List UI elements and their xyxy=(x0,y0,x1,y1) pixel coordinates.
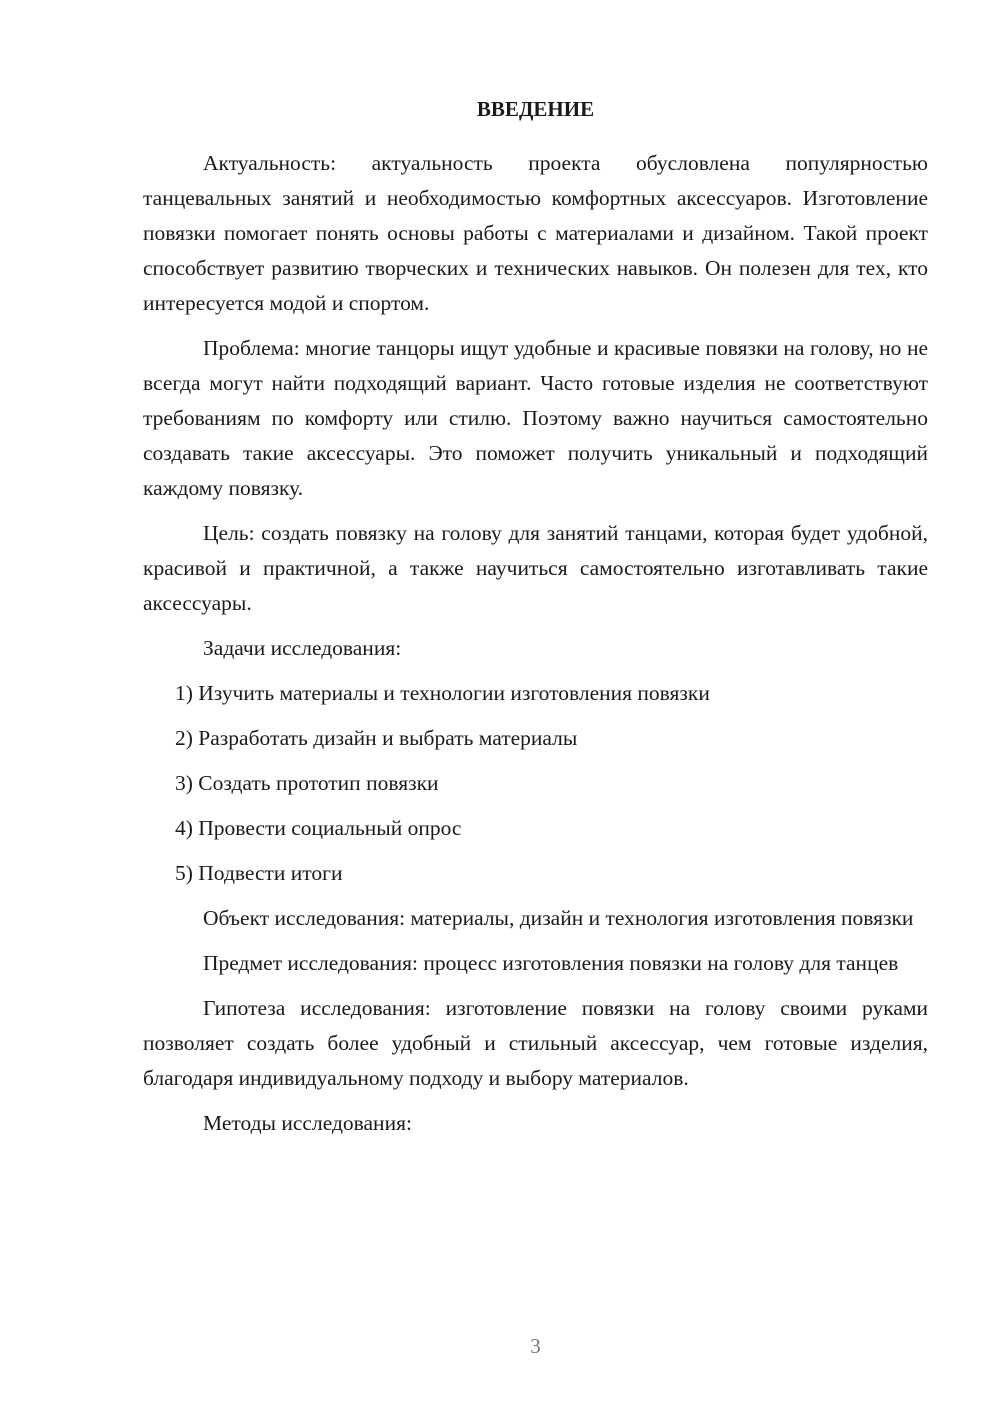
problem-paragraph: Проблема: многие танцоры ищут удобные и красивые повязки на голову, но не всегда могут найти подходящий вариант. Часто готовые изделия не соответствуют требованиям по комфорту или стилю. Поэтому важно научиться самостоятельно создавать такие аксессуары. Это поможет получить уникальный и подходящий каждому повязку. xyxy=(143,336,928,500)
hypothesis-paragraph: Гипотеза исследования: изготовление повязки на голову своими руками позволяет создать более удобный и стильный аксессуар, чем готовые изделия, благодаря индивидуальному подходу и выбору материалов. xyxy=(143,996,928,1090)
relevance-paragraph: Актуальность: актуальность проекта обусловлена популярностью танцевальных занятий и необходимостью комфортных аксессуаров. Изготовление повязки помогает понять основы работы с материалами и дизайном. Такой проект способствует развитию творческих и технических навыков. Он полезен для тех, кто интересуется модой и спортом. xyxy=(143,151,928,315)
tasks-heading: Задачи исследования: xyxy=(203,636,402,660)
subject-paragraph: Предмет исследования: процесс изготовления повязки на голову для танцев xyxy=(203,951,899,975)
list-item: 3) Создать прототип повязки xyxy=(175,771,439,795)
goal-paragraph: Цель: создать повязку на голову для занятий танцами, которая будет удобной, красивой и практичной, а также научиться самостоятельно изготавливать такие аксессуары. xyxy=(143,521,928,615)
tasks-list xyxy=(143,676,928,891)
list-item: 5) Подвести итоги xyxy=(175,861,343,885)
document-page xyxy=(143,92,928,1151)
list-item: 2) Разработать дизайн и выбрать материалы xyxy=(175,726,578,750)
methods-heading: Методы исследования: xyxy=(203,1111,412,1135)
list-item: 1) Изучить материалы и технологии изготовления повязки xyxy=(175,681,710,705)
section-title: ВВЕДЕНИЕ xyxy=(476,97,595,121)
list-item: 4) Провести социальный опрос xyxy=(175,816,462,840)
object-paragraph: Объект исследования: материалы, дизайн и технология изготовления повязки xyxy=(203,906,914,930)
page-number: 3 xyxy=(530,1334,541,1358)
